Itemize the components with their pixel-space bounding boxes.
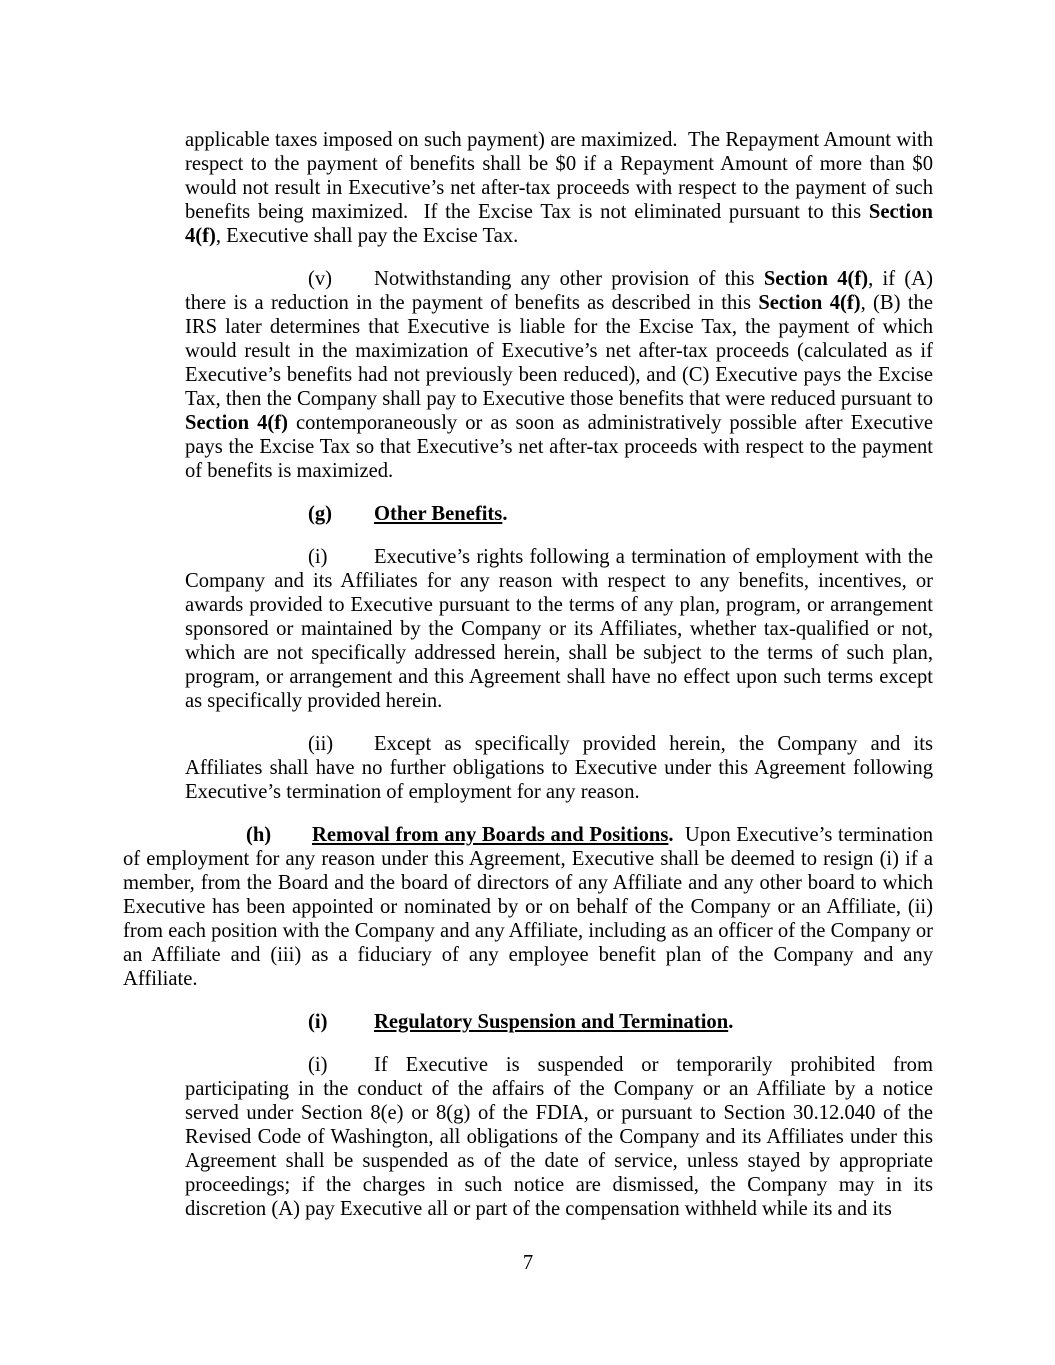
list-marker-i: (i) bbox=[308, 546, 328, 568]
section-removal-from-boards bbox=[123, 823, 933, 991]
body-text: If Executive is suspended or temporarily prohibited from participating in the conduct of the affairs of the Company or an Affiliate by a notice served under Section 8(e) or 8(g) of the FDIA, or pursuant to Section 30.12.040 of the Revised Code of Washington, all obligations of the Company and its Affiliates under this Agreement shall be suspended as of the date of service, unless stayed by appropriate proceedings; if the charges in such notice are dismissed, the Company may in its discretion (A) pay Executive all or part of the compensation withheld while its and its bbox=[185, 1054, 933, 1220]
list-marker-v: (v) bbox=[308, 268, 333, 290]
body-text: applicable taxes imposed on such payment) are maximized. The Repayment Amount with respect to the payment of benefits shall be $0 if a Repayment Amount of more than $0 would not result in Executive’s net after-tax proceeds with respect to the payment of such benefits being maximized. If the Excise Tax is not eliminated pursuant to this bbox=[185, 129, 933, 223]
heading-title: Regulatory Suspension and Termination bbox=[374, 1011, 729, 1033]
section-4f-reference: Section 4(f) bbox=[185, 412, 288, 434]
list-marker-ii: (ii) bbox=[308, 733, 334, 755]
section-4f-reference: Section 4(f) bbox=[763, 268, 869, 290]
body-text: , if (A) there is a reduction in the payment of benefits as described in this bbox=[185, 268, 933, 314]
paragraph-clause-v bbox=[185, 267, 933, 483]
list-marker-h: (h) bbox=[246, 824, 272, 846]
heading-other-benefits bbox=[185, 502, 933, 526]
body-text: Except as specifically provided herein, the Company and its Affiliates shall have no further obligations to Executive under this Agreement following Executive’s termination of employment for any reason. bbox=[185, 733, 933, 803]
paragraph-excise-tax-continuation bbox=[185, 128, 933, 248]
paragraph-clause-i-i bbox=[185, 1053, 933, 1221]
page-number: 7 bbox=[522, 1252, 534, 1274]
body-text: Notwithstanding any other provision of this bbox=[374, 268, 764, 290]
heading-period: . bbox=[502, 503, 508, 525]
body-text: , (B) the IRS later determines that Executive is liable for the Excise Tax, the payment of which would result in the maximization of Executive’s net after-tax proceeds (calculated as if Executive’s benefits had not previously been reduced), and (C) Executive pays the Excise Tax, then the Company shall pay to Executive those benefits that were reduced pursuant to bbox=[185, 292, 933, 410]
body-text: contemporaneously or as soon as administratively possible after Executive pays the Excise Tax so that Executive’s net after-tax proceeds with respect to the payment of benefits is maximized. bbox=[185, 412, 933, 482]
body-text: , Executive shall pay the Excise Tax. bbox=[215, 225, 519, 247]
section-4f-reference: Section 4(f) bbox=[758, 292, 861, 314]
body-text: Upon Executive’s termination of employment for any reason under this Agreement, Executive shall be deemed to resign (i) if a member, from the Board and the board of directors of any Affiliate and any other board to which Executive has been appointed or nominated by or on behalf of the Company or an Affiliate, (ii) from each position with the Company and any Affiliate, including as an officer of the Company or an Affiliate and (iii) as a fiduciary of any employee benefit plan of the Company and any Affiliate. bbox=[123, 824, 933, 990]
paragraph-clause-g-i bbox=[185, 545, 933, 713]
heading-title: Other Benefits bbox=[374, 503, 503, 525]
heading-period: . bbox=[668, 824, 674, 846]
list-marker-i: (i) bbox=[308, 1054, 328, 1076]
heading-title: Removal from any Boards and Positions bbox=[312, 824, 669, 846]
list-marker-i: (i) bbox=[308, 1011, 328, 1033]
heading-regulatory-suspension bbox=[185, 1010, 933, 1034]
heading-period: . bbox=[728, 1011, 734, 1033]
list-marker-g: (g) bbox=[308, 503, 333, 525]
body-text: Executive’s rights following a termination of employment with the Company and its Affiliates for any reason with respect to any benefits, incentives, or awards provided to Executive pursuant to the terms of any plan, program, or arrangement sponsored or maintained by the Company or its Affiliates, whether tax-qualified or not, which are not specifically addressed herein, shall be subject to the terms of such plan, program, or arrangement and this Agreement shall have no effect upon such terms except as specifically provided herein. bbox=[185, 546, 933, 712]
section-4f-reference: Section 4(f) bbox=[185, 201, 933, 247]
paragraph-clause-g-ii bbox=[185, 732, 933, 804]
